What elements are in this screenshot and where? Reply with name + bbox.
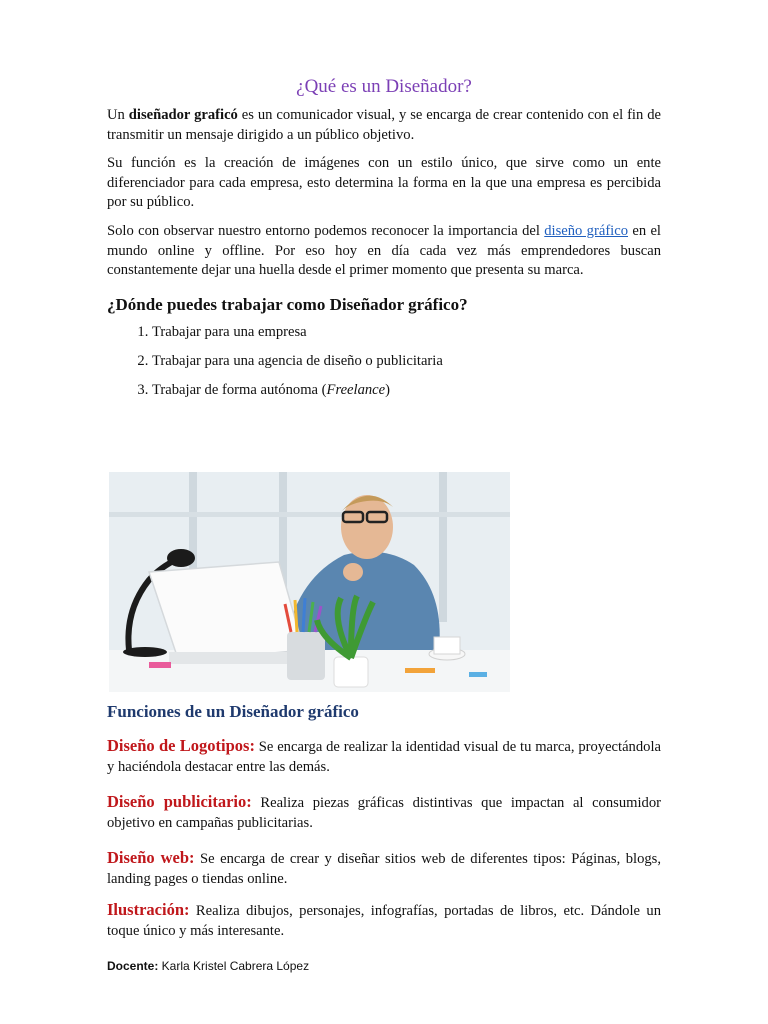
function-term: Diseño web: xyxy=(107,848,195,867)
function-term: Diseño publicitario: xyxy=(107,792,252,811)
function-text: Realiza piezas gráficas distintivas que impactan al consumidor objetivo en campañas publicitarias. xyxy=(107,795,661,831)
where-list xyxy=(107,323,661,401)
intro-p3-rest: en el mundo online y offline. Por eso hoy en día cada vez más emprendedores buscan constantemente dejar una huella desde el primer momento que presenta su marca. xyxy=(107,222,661,279)
intro-p1-prefix: Un xyxy=(107,107,129,123)
function-advertising xyxy=(107,792,661,833)
functions-heading: Funciones de un Diseñador gráfico xyxy=(107,702,359,721)
teacher-label: Docente: xyxy=(107,959,159,973)
list-item: 1. Trabajar para una empresa xyxy=(152,323,661,343)
list-item xyxy=(152,381,661,401)
intro-p1-rest: es un comunicador visual, y se encarga de crear contenido con el fin de transmitir un mensaje dirigido a un público objetivo. xyxy=(107,107,661,143)
function-illustration xyxy=(107,900,661,941)
designer-photo xyxy=(109,472,510,692)
teacher-footer xyxy=(107,959,309,973)
intro-paragraph-1 xyxy=(107,106,661,145)
function-term: Ilustración: xyxy=(107,900,190,919)
intro-paragraph-3 xyxy=(107,222,661,281)
function-term: Diseño de Logotipos: xyxy=(107,736,255,755)
item3-prefix: Trabajar de forma autónoma ( xyxy=(152,381,327,398)
teacher-name: Karla Kristel Cabrera López xyxy=(158,959,310,973)
function-web xyxy=(107,848,661,889)
list-item: 2. Trabajar para una agencia de diseño o publicitaria xyxy=(152,352,661,372)
function-text: Realiza dibujos, personajes, infografías, portadas de libros, etc. Dándole un toque único y más interesante. xyxy=(107,903,661,939)
graphic-design-link[interactable]: diseño gráfico xyxy=(544,222,629,239)
function-text: Se encarga de realizar la identidad visual de tu marca, proyectándola y haciéndola destacar entre las demás. xyxy=(107,739,661,775)
intro-p3-prefix: Solo con observar nuestro entorno podemos reconocer la importancia del xyxy=(107,222,545,239)
function-logos xyxy=(107,736,661,777)
where-heading: ¿Dónde puedes trabajar como Diseñador gráfico? xyxy=(107,294,468,314)
intro-paragraph-2: Su función es la creación de imágenes con un estilo único, que sirve como un ente diferenciador para cada empresa, esto determina la forma en la que una empresa es percibida por su público. xyxy=(107,155,661,211)
designer-illustration xyxy=(109,472,510,692)
page-title: ¿Qué es un Diseñador? xyxy=(296,76,472,97)
item3-suffix: ) xyxy=(385,381,391,398)
freelance-italic: Freelance xyxy=(326,381,386,398)
intro-p1-bold: diseñador graficó xyxy=(128,107,238,123)
function-text: Se encarga de crear y diseñar sitios web de diferentes tipos: Páginas, blogs, landing pages o tiendas online. xyxy=(107,851,661,887)
